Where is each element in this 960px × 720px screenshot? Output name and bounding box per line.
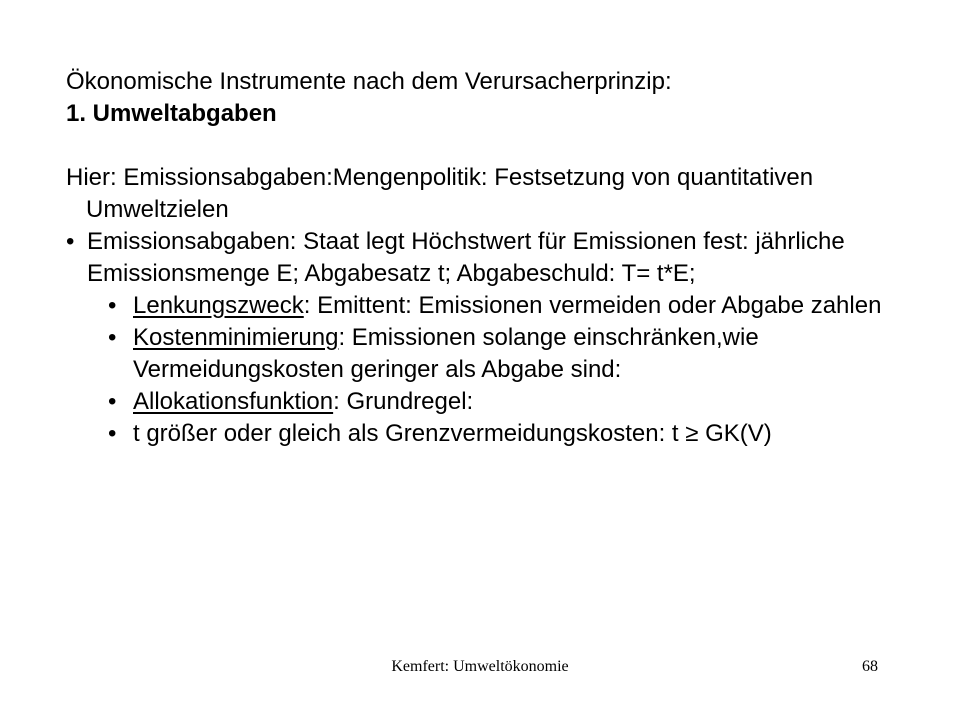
bullet-marker: • xyxy=(108,292,117,319)
sub-bullet-item-lenkungszweck xyxy=(108,290,906,322)
sub-bullet-term: Lenkungszweck xyxy=(133,292,304,319)
footer-author-title: Kemfert: Umweltökonomie xyxy=(391,658,569,675)
bullet-marker: • xyxy=(108,324,117,351)
blank-line xyxy=(66,130,906,162)
sub-bullet-text: : Emittent: Emissionen vermeiden oder Abgabe zahlen xyxy=(303,292,882,319)
sub-bullet-item-grundregel xyxy=(108,418,906,450)
sub-bullet-term: Kostenminimierung xyxy=(133,324,339,351)
sub-bullet-item-allokationsfunktion xyxy=(108,386,906,418)
slide-subtitle: 1. Umweltabgaben xyxy=(66,100,277,127)
sub-bullet-text: : Emissionen solange einschränken,wie Vermeidungskosten geringer als Abgabe sind: xyxy=(133,324,759,383)
slide-body xyxy=(66,66,906,450)
intro-text: Hier: Emissionsabgaben:Mengenpolitik: Festsetzung von quantitativen Umweltzielen xyxy=(66,164,814,223)
sub-bullet-text: : Grundregel: xyxy=(333,388,474,415)
sub-bullet-item-kostenminimierung xyxy=(108,322,906,386)
sub-bullet-term: Allokationsfunktion xyxy=(133,388,334,415)
bullet-marker: • xyxy=(66,228,75,255)
bullet-item-main xyxy=(66,226,906,290)
bullet-marker: • xyxy=(108,420,117,447)
slide-title-line: Ökonomische Instrumente nach dem Verursacherprinzip: xyxy=(66,68,672,95)
bullet-marker: • xyxy=(108,388,117,415)
footer-page-number: 68 xyxy=(862,658,878,675)
sub-bullet-text: t größer oder gleich als Grenzvermeidungskosten: t ≥ GK(V) xyxy=(133,420,772,447)
bullet-text: Emissionsabgaben: Staat legt Höchstwert für Emissionen fest: jährliche Emissionsmenge E; Abgabesatz t; Abgabeschuld: T= t*E; xyxy=(87,228,845,287)
